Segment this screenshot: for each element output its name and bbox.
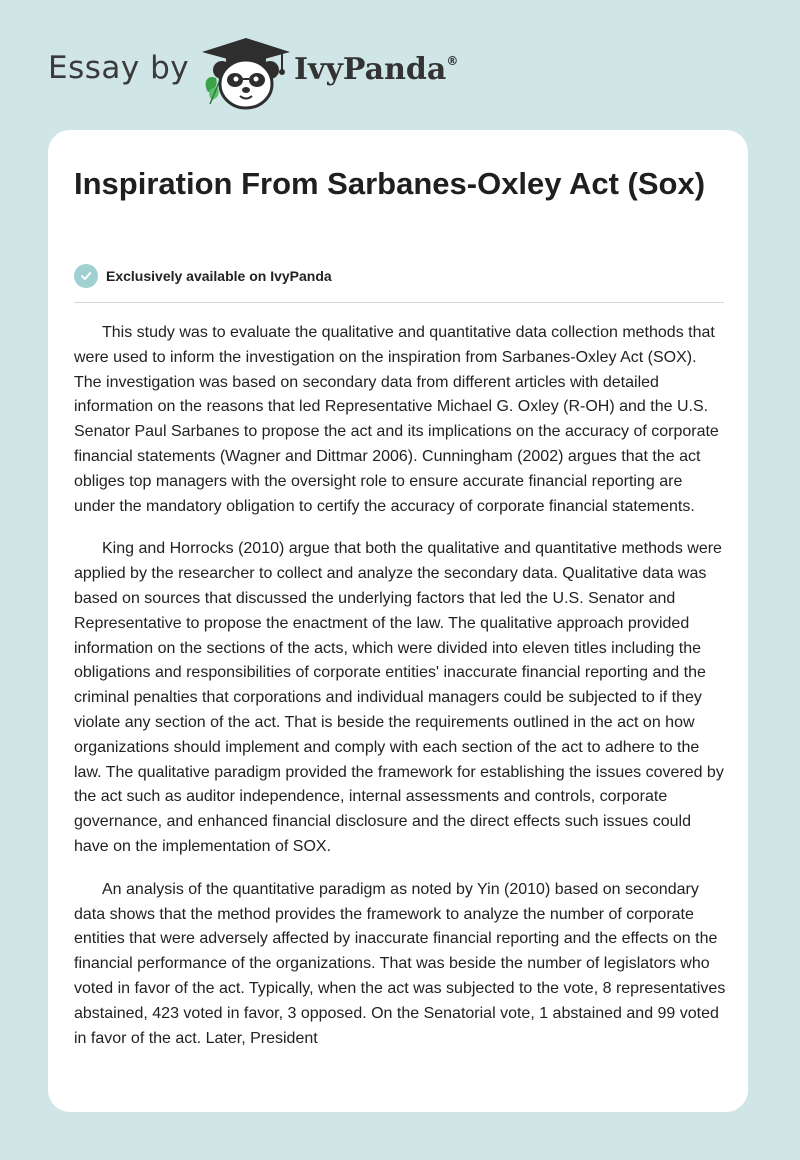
title-divider [74, 302, 724, 303]
essay-body [74, 321, 726, 1069]
exclusive-badge-text: Exclusively available on IvyPanda [106, 268, 332, 284]
site-header [0, 0, 800, 120]
essay-paragraph: An analysis of the quantitative paradigm as noted by Yin (2010) based on secondary data shows that the method provides the framework to analyze the number of corporate entities that were adversely affected by inaccurate financial reporting and the effects on the financial performance of the organizations. That was beside the number of legislators who voted in favor of the act. Typically, when the act was subjected to the vote, 8 representatives abstained, 423 voted in favor, 3 opposed. On the Senatorial vote, 1 abstained and 99 voted in favor of the act. Later, President [74, 880, 726, 1047]
check-circle-icon [74, 264, 98, 288]
registered-mark: ® [446, 54, 459, 68]
essay-title: Inspiration From Sarbanes-Oxley Act (Sox) [74, 166, 706, 201]
essay-paragraph: This study was to evaluate the qualitative and quantitative data collection methods that were used to inform the investigation on the inspiration from Sarbanes-Oxley Act (SOX). The investigation was based on secondary data from different articles with detailed information on the reasons that led Representative Michael G. Oxley (R-OH) and the U.S. Senator Paul Sarbanes to propose the act and its implications on the accuracy of corporate financial statements (Wagner and Dittmar 2006). Cunningham (2002) argues that the act obliges top managers with the oversight role to ensure accurate financial reporting are under the mandatory obligation to certify the accuracy of corporate financial statements. [74, 324, 719, 515]
essay-by-label: Essay by [48, 50, 190, 86]
essay-paragraph: King and Horrocks (2010) argue that both the qualitative and quantitative methods were applied by the researcher to collect and analyze the secondary data. Qualitative data was based on sources that discussed the underlying factors that led the U.S. Senator and Representative to propose the enactment of the law. The qualitative approach provided information on the sections of the acts, which were divided into eleven titles including the obligations and responsibilities of corporate entities' inaccurate financial reporting and the criminal penalties that corporations and individual managers could be subjected to if they violate any section of the act. That is beside the requirements outlined in the act on how organizations should implement and comply with each section of the act to adhere to the law. The qualitative paradigm provided the framework for establishing the issues covered by the act such as auditor independence, internal assessments and controls, corporate governance, and enhanced financial disclosure and the direct effects such issues could have on the implementation of SOX. [74, 540, 724, 855]
panda-graduate-logo-icon [198, 34, 294, 110]
essay-card [48, 130, 748, 1112]
brand-name: IvyPanda® [294, 52, 459, 87]
exclusive-badge [74, 264, 332, 288]
